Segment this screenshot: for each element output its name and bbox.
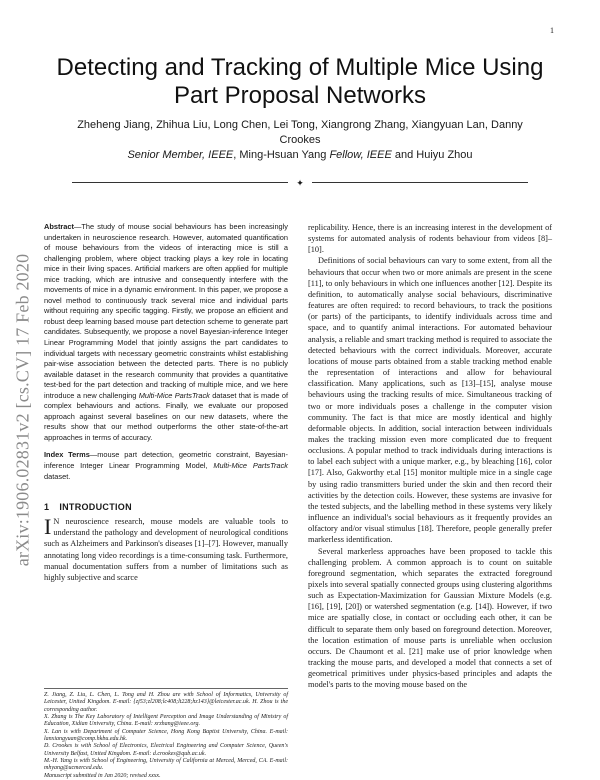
abstract xyxy=(44,222,288,443)
divider-diamond-icon: ✦ xyxy=(296,178,304,188)
dropcap-letter: I xyxy=(44,514,52,540)
section-number: 1 xyxy=(44,502,50,513)
abstract-dataset-name: Multi-Mice PartsTrack xyxy=(138,390,210,400)
intro-paragraph-1 xyxy=(44,516,288,583)
arxiv-stamp-text: arXiv:1906.02831v2 [cs.CV] 17 Feb 2020 xyxy=(12,253,33,567)
right-column xyxy=(308,222,552,691)
author-line-1: Zheheng Jiang, Zhihua Liu, Long Chen, Lei Tong, Xiangrong Zhang, Xiangyuan Lan, Danny Crookes xyxy=(77,119,523,146)
index-terms xyxy=(44,450,288,482)
intro-paragraph-1-text: N neuroscience research, mouse models are valuable tools to understand the pathology and development of neurological conditions such as Alzheimers and Parkinson's diseases [1]–[7]. However, manually annotating long video recordings is a time-consuming task. Furthermore, manual documentation suffers from a number of limitations such as highly subjective and scarce xyxy=(44,517,288,582)
abstract-text-2: dataset that is made of complex behaviours and actions. Finally, we evaluate our proposed approach against several baselines on our new datasets, where the results show that our method outperforms the other state-of-the-art approaches in terms of accuracy. xyxy=(44,390,289,442)
title-divider xyxy=(72,178,528,188)
abstract-label: Abstract xyxy=(44,222,74,231)
paper-title: Detecting and Tracking of Multiple Mice Using Part Proposal Networks xyxy=(56,54,544,109)
arxiv-stamp xyxy=(10,200,36,620)
author-list xyxy=(60,118,540,163)
intro-paragraph-2: Definitions of social behaviours can vary to some extent, from all the behaviours that occur when two or more animals are present in the scene [11], to only behaviours in which one influences another [12]. Despite its definition, to automatically analyse social behaviours, discriminative features are often required: to record behaviours, to track the positions (or parts) of the participants, to identify individuals across time and space, and to quantify animal interactions. For automated behaviour analysis, a reliable and smart tracking method is required to associate the detected behaviours with the correct individuals. Moreover, accurate locations of mouse parts obtained from a stable tracking method enable the representation of interactions and allow for behavioural classification. Many applications, such as [13]–[15], analyse mouse behaviours using the tracking results of mice. Simultaneous tracking of two or more individuals poses a challenge in the computer vision community. The fact is that mice are mostly identical and highly deformable objects. In addition, social interaction between individuals makes the tracking mission even more complicated due to frequent occlusions. A popular method to track individuals during interactions is to label each subject with a unique marker, e.g., by bleaching [16], color [17]. Also, Gakworthy et.al [15] monitor multiple mice in a single cage by using radio transmitters buried under the skin and then record their activities by the detection coils. However, these systems are invasive for the tested subjects, and the labelling method in these systems very likely influence an individual's social behaviours as it frequently provides an olfactory and/or visual stimulus [18]. Therefore, people generally prefer markerless identification. xyxy=(308,256,552,545)
index-terms-text: —mouse part detection, geometric constraint, Bayesian-inference Integer Linear Programming Model, xyxy=(44,450,288,471)
intro-paragraph-3: Several markerless approaches have been proposed to tackle this challenging problem. A common approach is to count on suitable foreground segmentation, which separates the extracted foreground pixels into several spatially connected groups using clustering algorithms such as Expectation-Maximization for Gaussian Mixture Models (e.g. [16], [19], [20]) or watershed segmentation (e.g. [14]). However, if two mice are spatially close, in contact or occluding each other, it can be difficult to separate them only based on foreground detection. Moreover, the location estimation of mouse parts is unreliable when occlusion occurs. De Chaumont et al. [21] make use of prior knowledge when tracking the mouse parts, and developed a model that connects a set of geometrical primitives under physics-based principles and adapts the model's parts to the moving mouse based on the xyxy=(308,546,552,690)
section-title: INTRODUCTION xyxy=(59,502,132,513)
divider-line-left xyxy=(72,182,288,183)
author-affil-senior: Senior Member, IEEE xyxy=(127,149,234,161)
author-yang: , Ming-Hsuan Yang xyxy=(233,149,330,161)
left-column xyxy=(44,222,288,583)
author-line-2 xyxy=(60,148,540,163)
abstract-text: —The study of mouse social behaviours has been increasingly undertaken in neuroscience research. However, automated quantification of mouse behaviours from the videos of interacting mice is still a challenging problem, where object tracking plays a key role in locating mice in their living spaces. Artificial markers are often applied for multiple mice tracking, which are intrusive and consequently interfere with the movements of mice in a dynamic environment. In this paper, we propose a novel method to continuously track several mice and individual parts without requiring any specific tagging. Firstly, we propose an efficient and robust deep learning based mouse part detection scheme to generate part candidates. Subsequently, we propose a novel Bayesian-inference Integer Linear Programming Model that jointly assigns the part candidates to individual targets with necessary geometric constraints whilst establishing pair-wise association between the detected parts. There is no publicly available dataset in the research community that provides a quantitative test-bed for the part detection and tracking of multiple mice, and we here introduce a new challenging xyxy=(44,222,288,400)
footnote-item: Manuscript submitted in Jan 2020; revised xxxx. xyxy=(44,772,161,779)
footnote-item: M.-H. Yang is with School of Engineering, University of California at Merced, Merced, CA. E-mail: mhyang@ucmerced.edu. xyxy=(44,758,288,772)
index-terms-dataset-name: Multi-Mice PartsTrack xyxy=(213,461,288,471)
footnote-item: X. Zhang is The Key Laboratory of Intelligent Perception and Image Understanding of Ministry of Education, Xidian University, China. E-mail: xrzhang@ieee.org. xyxy=(44,714,288,728)
page-number: 1 xyxy=(550,26,554,35)
author-affil-fellow: Fellow, IEEE xyxy=(329,149,392,161)
section-heading-introduction xyxy=(44,502,288,512)
intro-paragraph-continued: replicability. Hence, there is an increasing interest in the development of systems for automated analysis of rodents behaviour from videos [8]–[10]. xyxy=(308,223,552,255)
author-footnotes xyxy=(44,688,288,780)
index-terms-label: Index Terms xyxy=(44,450,90,460)
footnote-item: D. Crookes is with School of Electronics, Electrical Engineering and Computer Science, Queen's University Belfast, United Kingdom. E-mail: d.crookes@qub.ac.uk. xyxy=(44,743,288,757)
author-zhou: and Huiyu Zhou xyxy=(391,149,473,161)
divider-line-right xyxy=(312,182,528,183)
footnote-item: Z. Jiang, Z. Liu, L. Chen, L. Tong and H. Zhou are with School of Informatics, University of Leicester, United Kingdom. E-mail: {zj53;zl208;lc408;lt228;hz143}@leicester.ac.uk. H. Zhou is the corresponding author. xyxy=(44,692,288,713)
index-terms-text-2: dataset. xyxy=(44,471,71,481)
footnote-item: X. Lan is with Department of Computer Science, Hong Kong Baptist University, China. E-mail: lanxiangyuan@comp.hkbu.edu.hk. xyxy=(44,728,288,743)
